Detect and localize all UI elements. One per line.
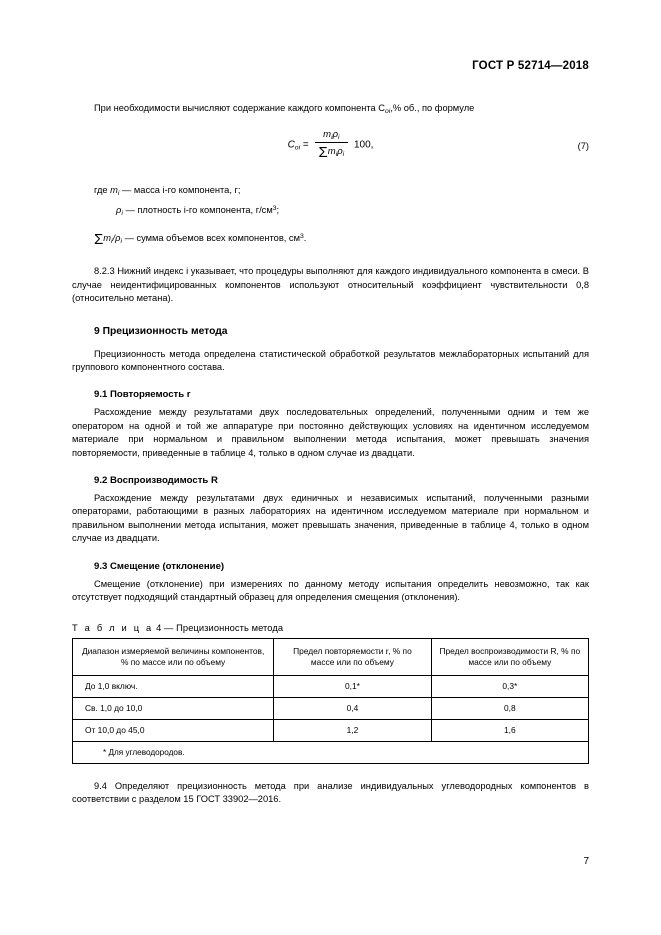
- subsection-9-3-heading: 9.3 Смещение (отклонение): [94, 560, 225, 572]
- table-footnote: * Для углеводородов.: [73, 741, 589, 763]
- table-row: [73, 697, 589, 719]
- table-header-range: Диапазон измеряемой величины компонентов, % по массе или по объему: [73, 638, 274, 675]
- table-caption-label: Т а б л и ц а: [72, 622, 154, 633]
- where-text-1: — масса i-го компонента, г;: [122, 185, 241, 196]
- where-text-2: — плотность i-го компонента, г/см: [125, 204, 273, 215]
- where-block: [72, 183, 589, 221]
- table-cell-R: 1,6: [431, 719, 588, 741]
- section-9-heading: 9 Прецизионность метода: [94, 325, 228, 337]
- where-var-m: m: [110, 185, 118, 196]
- where-var-m-sub: i: [117, 190, 120, 198]
- page-number: 7: [583, 856, 589, 867]
- clause-9-4: 9.4 Определяют прецизионность метода при анализе индивидуальных углеводородных компонентов в соответствии с разделом 15 ГОСТ 33902—2016.: [72, 780, 589, 804]
- formula-den-sigma: Σ: [318, 144, 328, 162]
- formula-expression: [72, 129, 589, 161]
- page-header: ГОСТ Р 52714—2018: [472, 60, 589, 72]
- formula-denominator: [315, 142, 349, 161]
- where-line-1: [94, 183, 589, 202]
- subsection-9-1-text: Расхождение между результатами двух последовательных определений, полученными одним и тем же оператором на одной и той же аппаратуре при постоянно действующих условиях на идентичном исследуемом материале при нормальном и правильном выполнении метода испытания, может превышать значения повторяемости, приведенные в таблице 4, только в одном случае из двадцати.: [72, 407, 589, 458]
- sum-text-sup: 3: [299, 233, 304, 241]
- table-caption-dash: —: [164, 622, 174, 633]
- formula-number: (7): [577, 141, 589, 152]
- formula-den-rho-sub: i: [342, 151, 345, 159]
- formula-den-rho: ρ: [337, 146, 343, 158]
- intro-subscript: оi: [385, 108, 391, 115]
- formula-numerator: [315, 129, 349, 142]
- sum-m-sub: i: [111, 238, 113, 246]
- sum-text: — сумма объемов всех компонентов, см: [124, 233, 300, 244]
- table-header-repeatability: Предел повторяемости r, % по массе или по объему: [274, 638, 431, 675]
- precision-table: [72, 638, 589, 764]
- sum-m: m: [103, 233, 112, 244]
- table-cell-range: Св. 1,0 до 10,0: [73, 697, 274, 719]
- sum-sigma: Σ: [94, 231, 104, 249]
- subsection-9-3-text: Смещение (отклонение) при измерениях по данному методу испытания определить невозможно, так как отсутствует подходящий стандартный образец для определения смещения (отклонения).: [72, 578, 589, 603]
- where-text-2-sup: 3: [272, 204, 277, 212]
- formula-num-m-sub: i: [331, 134, 333, 142]
- table-row: [73, 719, 589, 741]
- table-row: [73, 675, 589, 697]
- sum-slash-rho: /ρ: [112, 233, 121, 244]
- table-header-row: [73, 638, 589, 675]
- where-line-2: [94, 202, 589, 222]
- table-cell-r: 0,4: [274, 697, 431, 719]
- section-9-intro: Прецизионность метода определена статистической обработкой результатов межлабораторных испытаний для группового компонентного состава.: [72, 348, 589, 373]
- table-caption-title: Прецизионность метода: [176, 622, 284, 633]
- table-cell-range: От 10,0 до 45,0: [73, 719, 274, 741]
- sum-text-tail: .: [303, 233, 307, 244]
- formula-den-m: m: [327, 146, 336, 158]
- table-cell-r: 0,1*: [274, 675, 431, 697]
- subsection-9-1-heading: 9.1 Повторяемость r: [94, 389, 191, 401]
- sum-definition-line: [72, 229, 589, 249]
- formula-block: [72, 127, 589, 171]
- table-cell-R: 0,8: [431, 697, 588, 719]
- table-footnote-row: [73, 741, 589, 763]
- table-cell-r: 1,2: [274, 719, 431, 741]
- where-var-rho: ρ: [116, 204, 122, 215]
- formula-equals: =: [302, 140, 309, 152]
- where-text-2-tail: ;: [276, 204, 280, 215]
- formula-fraction: [315, 129, 349, 161]
- formula-multiplier: 100,: [353, 140, 374, 152]
- formula-den-m-sub: i: [335, 151, 338, 159]
- table-cell-range: До 1,0 включ.: [73, 675, 274, 697]
- table-caption: [72, 623, 589, 633]
- clause-8-2-3: 8.2.3 Нижний индекс i указывает, что процедуры выполняют для каждого индивидуального компонента в смеси. В случае неидентифицированных компонентов используют относительный коэффициент чувствительности 0,8 (относительно метана).: [72, 266, 589, 304]
- intro-text: При необходимости вычисляют содержание каждого компонента C: [94, 103, 386, 113]
- formula-num-m: m: [323, 129, 332, 141]
- sum-rho-sub: i: [120, 238, 122, 246]
- table-header-reproducibility: Предел воспроизводимости R, % по массе или по объему: [431, 638, 588, 675]
- intro-paragraph: [72, 102, 589, 118]
- subsection-9-2-heading: 9.2 Воспроизводимость R: [94, 475, 218, 487]
- formula-num-rho: ρ: [332, 129, 339, 141]
- intro-tail: ,% об., по формуле: [390, 103, 475, 113]
- formula-lhs: C: [287, 140, 295, 152]
- formula-num-rho-sub: i: [338, 134, 340, 142]
- formula-lhs-sub: оi: [294, 145, 301, 153]
- where-prefix: где: [94, 185, 108, 196]
- table-cell-R: 0,3*: [431, 675, 588, 697]
- where-var-rho-sub: i: [121, 209, 123, 217]
- table-caption-number: 4: [156, 622, 162, 633]
- subsection-9-2-text: Расхождение между результатами двух единичных и независимых испытаний, полученными разными операторами, работающими в разных лабораториях на идентичном исследуемом материале при нормальном и правильном выполнении метода испытания, может превышать значения, приведенные в таблице 4, только в одном случае из двадцати.: [72, 493, 589, 544]
